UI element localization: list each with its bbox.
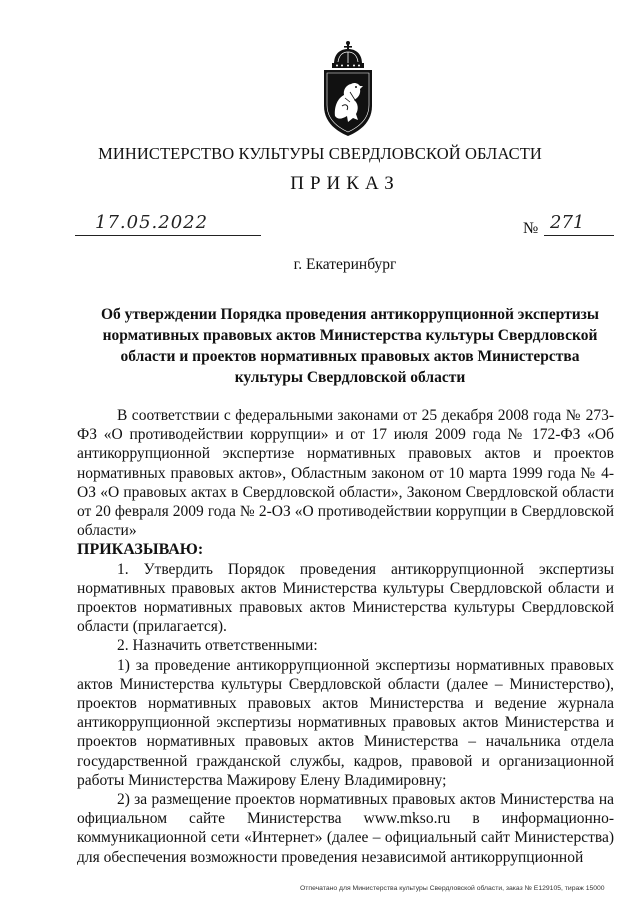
order-number: 271	[550, 212, 585, 233]
item-2-paragraph: 2. Назначить ответственными:	[117, 637, 318, 655]
document-type-heading: ПРИКАЗ	[290, 173, 400, 194]
preamble-paragraph: В соответствии с федеральными законами от 25 декабря 2008 года № 273-ФЗ «О противодействии коррупции» и от 17 июля 2009 года № 172-ФЗ «Об антикоррупционной экспертизе нормативных правовых актов и проектов нормативных правовых актов», Областным законом от 10 марта 1999 года № 4-ОЗ «О правовых актах в Свердловской области», Законом Свердловской области от 20 февраля 2009 года № 2-ОЗ «О противодействии коррупции в Свердловской области»	[77, 407, 614, 540]
item-2-1-paragraph: 1) за проведение антикоррупционной экспертизы нормативных правовых актов Министерства культуры Свердловской области (далее – Министерство), проектов нормативных правовых актов Министерства и ведение журнала антикоррупционной экспертизы нормативных правовых актов Министерства и проектов нормативных правовых актов Министерства – начальника отдела государственной гражданской службы, кадров, правовой и организационной работы Министерства Мажирову Елену Владимировну;	[77, 656, 614, 789]
number-label: №	[523, 220, 539, 237]
order-body	[77, 406, 614, 867]
shield-icon	[324, 70, 372, 136]
city: г. Екатеринбург	[293, 256, 397, 273]
item-2-2-paragraph: 2) за размещение проектов нормативных правовых актов Министерства на официальном сайте Министерства www.mkso.ru в информационно-коммуникационной сети «Интернет» (далее – официальный сайт Министерства) для обеспечения возможности проведения независимой антикоррупционной	[77, 791, 614, 866]
ministry-name: МИНИСТЕРСТВО КУЛЬТУРЫ СВЕРДЛОВСКОЙ ОБЛАСТИ	[98, 144, 542, 163]
order-word: ПРИКАЗЫВАЮ:	[77, 541, 204, 559]
order-date: 17.05.2022	[95, 212, 209, 233]
order-title: Об утверждении Порядка проведения антикоррупционной экспертизы нормативных правовых актов Министерства культуры Свердловской области и проектов нормативных правовых актов Министерства культуры Свердловской области	[101, 306, 599, 386]
item-1-paragraph: 1. Утвердить Порядок проведения антикоррупционной экспертизы нормативных правовых актов Министерства культуры Свердловской области и проектов нормативных правовых актов Министерства культуры Свердловской области (прилагается).	[77, 560, 614, 636]
print-footer: Отпечатано для Министерства культуры Свердловской области, заказ № Е129105, тираж 15000	[300, 885, 605, 892]
crown-icon	[332, 41, 364, 68]
coat-of-arms-emblem	[320, 40, 376, 138]
